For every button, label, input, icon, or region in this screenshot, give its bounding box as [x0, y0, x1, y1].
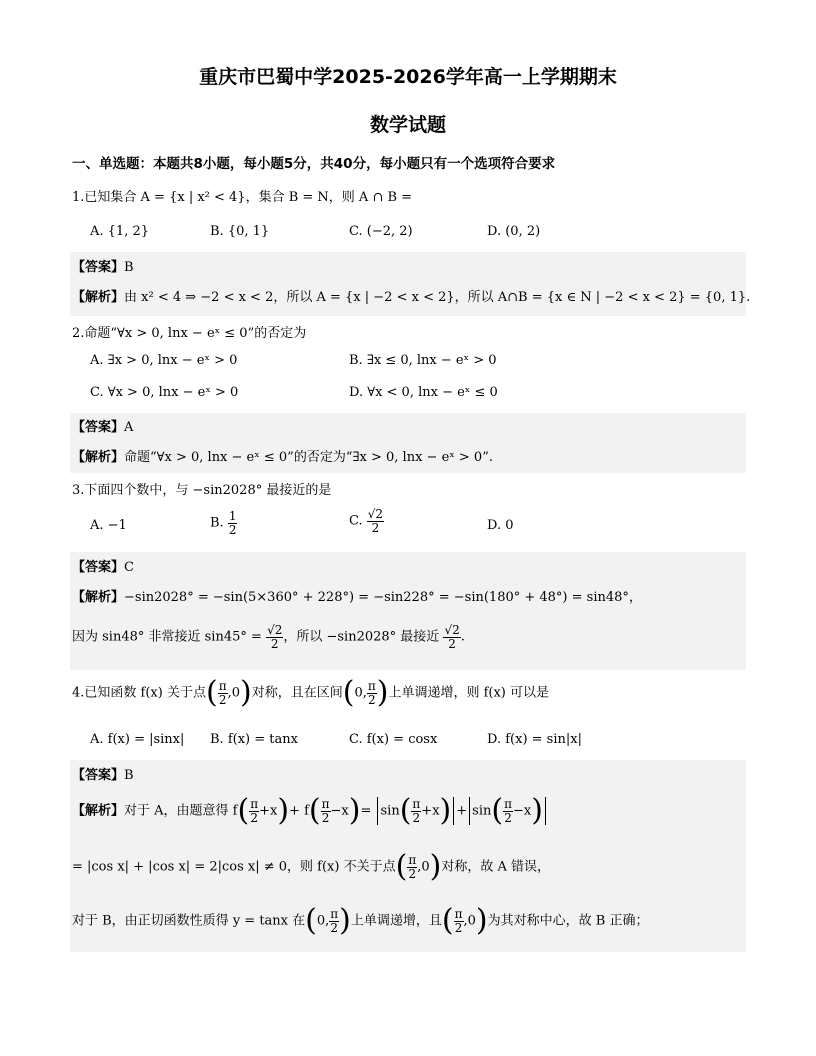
- q3-option-c: C. $\frac{√2}{2}$: [349, 507, 384, 535]
- q4-option-c: C. f(x) = cosx: [349, 732, 438, 747]
- q3-answer-box: [70, 552, 746, 670]
- q3-option-b: B. $\frac{1}{2}$: [210, 509, 237, 537]
- q4-option-a: A. f(x) = |sinx|: [90, 732, 185, 747]
- q4-answer: 【答案】B: [72, 768, 134, 783]
- q1-option-a: A. {1, 2}: [90, 224, 150, 239]
- q4-analysis-3: 对于 B，由正切函数性质得 y = tanx 在(0, $\frac{\pi}{2}$ )上单调递增，且( $\frac{\pi}{2}$ ,0)为其对称中心，故 B 正确；: [72, 903, 649, 938]
- q2-option-a: A. ∃x > 0, lnx − eˣ > 0: [90, 353, 238, 368]
- q1-answer: 【答案】B: [72, 260, 134, 275]
- section-heading: 一、单选题：本题共8小题，每小题5分，共40分，每小题只有一个选项符合要求: [72, 156, 556, 172]
- q1-option-c: C. (−2, 2): [349, 224, 413, 239]
- q4-analysis-1: 【解析】对于 A，由题意得 f( $\frac{\pi}{2}$ +x)+ f( $\frac{\pi}{2}$ −x)= sin( $\frac{\pi}{2}$ +x) + sin( $\frac{\pi}{2}$ −x): [72, 796, 548, 826]
- q2-option-b: B. ∃x ≤ 0, lnx − eˣ > 0: [349, 353, 497, 368]
- q1-answer-box: [70, 252, 746, 316]
- q1-stem: 1.已知集合 A = {x | x² < 4}，集合 B = N，则 A ∩ B =: [72, 190, 413, 205]
- q4-option-b: B. f(x) = tanx: [210, 732, 298, 747]
- q3-stem: 3.下面四个数中，与 −sin2028° 最接近的是: [72, 483, 332, 498]
- q2-option-d: D. ∀x < 0, lnx − eˣ ≤ 0: [349, 385, 498, 400]
- q4-option-d: D. f(x) = sin|x|: [487, 732, 582, 747]
- q3-answer: 【答案】C: [72, 560, 134, 575]
- exam-subtitle: 数学试题: [369, 114, 446, 136]
- q1-option-b: B. {0, 1}: [210, 224, 270, 239]
- exam-title: 重庆市巴蜀中学2025-2026学年高一上学期期末: [199, 66, 617, 88]
- q3-option-d: D. 0: [487, 518, 514, 533]
- q2-answer: 【答案】A: [72, 420, 134, 435]
- q4-analysis-2: = |cos x| + |cos x| = 2|cos x| ≠ 0，则 f(x) 不关于点( $\frac{\pi}{2}$ ,0)对称，故 A 错误，: [72, 849, 550, 884]
- q2-analysis: 【解析】命题“∀x > 0, lnx − eˣ ≤ 0”的否定为“∃x > 0, lnx − eˣ > 0”.: [72, 450, 493, 465]
- q3-analysis-1: 【解析】−sin2028° = −sin(5×360° + 228°) = −sin228° = −sin(180° + 48°) = sin48°，: [72, 590, 642, 605]
- q3-analysis-2: 因为 sin48° 非常接近 sin45° = $\frac{√2}{2}$ ，所以 −sin2028° 最接近 $\frac{√2}{2}$ .: [72, 623, 465, 651]
- q2-stem: 2.命题“∀x > 0, lnx − eˣ ≤ 0”的否定为: [72, 326, 307, 341]
- q2-option-c: C. ∀x > 0, lnx − eˣ > 0: [90, 385, 239, 400]
- q1-analysis: 【解析】由 x² < 4 ⇒ −2 < x < 2，所以 A = {x | −2 < x < 2}，所以 A∩B = {x ∈ N | −2 < x < 2} = {0, 1}.: [72, 290, 751, 305]
- q3-option-a: A. −1: [90, 518, 127, 533]
- q4-stem: 4.已知函数 f(x) 关于点( $\frac{\pi}{2}$ ,0)对称，且在区间(0, $\frac{\pi}{2}$ )上单调递增，则 f(x) 可以是: [72, 675, 550, 710]
- q1-option-d: D. (0, 2): [487, 224, 541, 239]
